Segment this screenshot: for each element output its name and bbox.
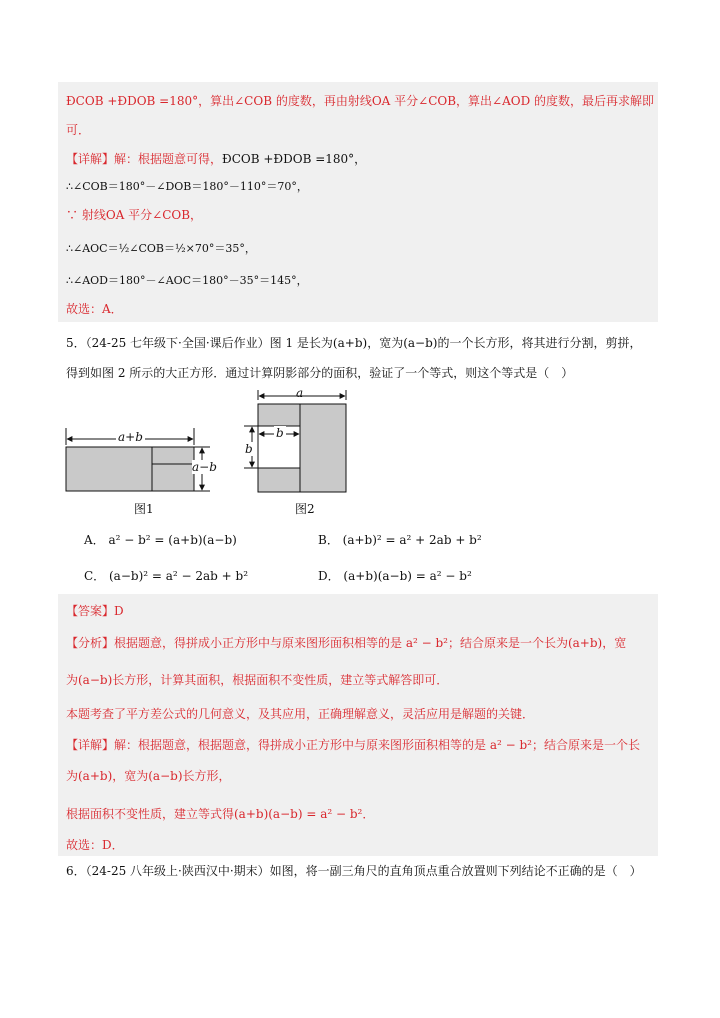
detail5-line-1: 【详解】解：根据题意，根据题意，得拼成小正方形中与原来图形面积相等的是 a² − b²；结合原来是一个长 (66, 738, 640, 752)
fig2-side-label: b (245, 442, 253, 456)
step-5: 故选：A． (66, 302, 123, 316)
analysis-line-1: ÐCOB +ÐDOB =180°，算出∠COB 的度数，再由射线OA 平分∠COB，算出∠AOD 的度数，最后再求解即 (66, 94, 655, 108)
figure-2 (240, 388, 355, 496)
step-3: ∴∠AOC＝½∠COB＝½×70°＝35°， (66, 242, 256, 255)
detail-text: 解：根据题意可得， (114, 152, 223, 166)
step-2: ∵ 射线OA 平分∠COB， (66, 208, 203, 222)
detail-line (66, 150, 366, 168)
detail-eq: ÐCOB +ÐDOB =180°， (222, 152, 367, 166)
detail5-line-3: 根据面积不变性质，建立等式得(a+b)(a−b) = a² − b²． (66, 807, 375, 821)
answer-line: 【答案】D (66, 604, 124, 618)
fig1-side-label: a−b (192, 460, 217, 474)
analysis-line-2: 可． (66, 123, 91, 137)
fig2-caption: 图2 (295, 502, 315, 516)
fig1-caption: 图1 (134, 502, 154, 516)
choice-c[interactable]: C． (a−b)² = a² − 2ab + b² (84, 569, 249, 583)
choice-a[interactable]: A． a² − b² = (a+b)(a−b) (84, 533, 237, 547)
detail5-line-4: 故选：D． (66, 838, 124, 852)
detail-tag: 【详解】 (66, 152, 115, 166)
fig1-top-label: a+b (118, 430, 143, 444)
q6-line-1: 6．（24-25 八年级上·陕西汉中·期末）如图，将一副三角尺的直角顶点重合放置则下列结论不正确的是（ ） (66, 864, 642, 878)
choice-b[interactable]: B． (a+b)² = a² + 2ab + b² (318, 533, 482, 547)
q5-line-1: 5．（24-25 七年级下·全国·课后作业）图 1 是长为(a+b)，宽为(a−b)的一个长方形，将其进行分割，剪拼， (66, 336, 642, 350)
choice-d[interactable]: D． (a+b)(a−b) = a² − b² (318, 569, 472, 583)
step-4: ∴∠AOD＝180°－∠AOC＝180°－35°＝145°， (66, 274, 308, 287)
q5-line-2: 得到如图 2 所示的大正方形．通过计算阴影部分的面积，验证了一个等式，则这个等式是（ ） (66, 366, 574, 380)
fig2-inner-label: b (276, 426, 284, 440)
step-1: ∴∠COB＝180°－∠DOB＝180°－110°＝70°， (66, 180, 308, 193)
analysis5-line-1: 【分析】根据题意，得拼成小正方形中与原来图形面积相等的是 a² − b²；结合原来是一个长为(a+b)，宽 (66, 636, 627, 650)
detail5-line-2: 为(a+b)，宽为(a−b)长方形， (66, 769, 231, 783)
fig2-top-label: a (296, 386, 304, 400)
analysis5-line-2: 为(a−b)长方形，计算其面积，根据面积不变性质，建立等式解答即可． (66, 673, 449, 687)
analysis5-line-3: 本题考查了平方差公式的几何意义，及其应用，正确理解意义，灵活应用是解题的关键． (66, 707, 535, 721)
